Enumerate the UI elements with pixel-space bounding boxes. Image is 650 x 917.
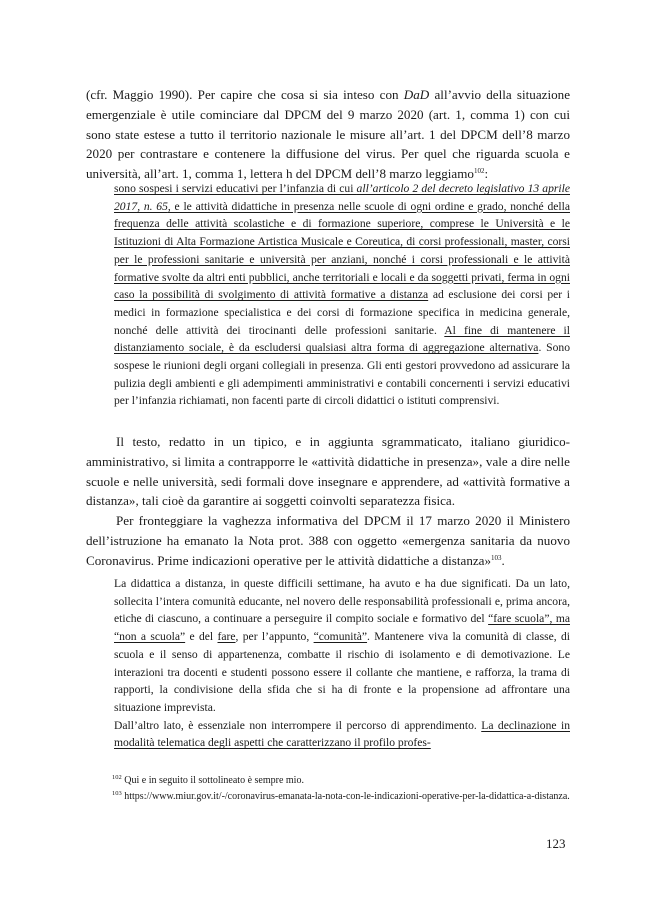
underlined-text: “comunità”	[313, 630, 368, 644]
footnote-link[interactable]: https://www.miur.gov.it/-/coronavirus-emanata-la-nota-con-le-indicazioni-operative-per-la-didattica-a-distanza.	[121, 791, 570, 802]
underlined-text: , e le attività didattiche in presenza nelle scuole di ogni ordine e grado, nonché della frequenza delle attività scolastiche e di formazione superiore, comprese le Università e le Istituzioni di Alta Formazione Artistica Musicale e Coreutica, di corsi professionali, master, corsi per le professioni sanitarie e università per anziani, nonché i corsi professionali e le attività formative svolte da altri enti pubblici, anche territoriali e locali e da soggetti privati, ferma in ogni caso la possibilità di svolgimento di attività formative a distanza	[114, 199, 570, 302]
text-run: . Sono sospese le riunioni degli organi collegiali in presenza. Gli enti gestori provvedono ad assicurare la pulizia degli ambienti e gli adempimenti amministrativi e contabili concernenti i servizi educativi per l’infanzia richiamati, non facenti parte di circoli didattici o istituti comprensivi.	[114, 341, 570, 408]
footnote-ref-103[interactable]: 103	[491, 553, 502, 562]
footnote-ref-102[interactable]: 102	[473, 167, 485, 176]
text-run: Dall’altro lato, è essenziale non interrompere il percorso di apprendimento.	[114, 718, 482, 732]
text-run: Per fronteggiare la vaghezza informativa del DPCM il 17 marzo 2020 il Ministero dell’istruzione ha emanato la Nota prot. 388 con oggetto «emergenza sanitaria da nuovo Coronavirus. Prime indicazioni operative per le attività didattiche a distanza»	[86, 513, 570, 568]
text-run: , per l’appunto,	[235, 630, 314, 644]
footnote-number: 102	[112, 774, 122, 781]
underlined-italic-text: all’articolo 2 del decreto legislativo 13 aprile 2017, n. 65	[114, 182, 570, 213]
underlined-text: La declinazione in modalità telematica degli aspetti che caratterizzano il profilo profes-	[114, 718, 570, 750]
text-run: . Mantenere viva la comunità di classe, di scuola e il senso di appartenenza, combatte il rischio di isolamento e di demotivazione. Le interazioni tra docenti e studenti possono essere il collante che mantiene, e rafforza, la trama di rapporti, la condivisione della sfida che si ha di fronte e la propensione ad affrontare una situazione imprevista.	[114, 630, 571, 714]
footnote-103	[86, 789, 570, 805]
footnote-102	[86, 773, 570, 789]
body-paragraph-2: Il testo, redatto in un tipico, e in aggiunta sgrammaticato, italiano giuridico-amministrativo, si limita a contrapporre le «attività didattiche in presenza», vale a dire nelle scuole e nelle università, sedi formali dove insegnare e apprendere, ad «attività formative a distanza», tali cioè da garantire ai soggetti coinvolti separatezza fisica.	[86, 434, 570, 509]
body-paragraph-3	[86, 511, 570, 570]
text-run: e del	[185, 630, 218, 644]
block-quote-dpcm	[114, 180, 570, 410]
footnote-number: 103	[112, 790, 122, 797]
text-run: .	[501, 552, 505, 568]
page-number: 123	[546, 836, 566, 851]
block-quote-nota	[114, 575, 570, 752]
underlined-text: “fare scuola”, ma “non a scuola”	[114, 612, 570, 644]
underlined-text: fare	[217, 630, 236, 644]
body-paragraph-1	[86, 85, 570, 184]
footnote-text: Qui e in seguito il sottolineato è sempre mio.	[121, 775, 304, 786]
text-run: ad esclusione dei corsi per i medici in formazione specialistica e dei corsi di formazione specifica in medicina generale, nonché delle attività dei tirocinanti delle professioni sanitarie.	[114, 288, 570, 337]
italic-term: DaD	[403, 87, 430, 102]
underlined-text: sono sospesi i servizi educativi per l’infanzia di cui	[114, 182, 357, 195]
text-run: (cfr. Maggio 1990). Per capire che cosa si sia inteso con	[86, 87, 404, 102]
text-run: La didattica a distanza, in queste difficili settimane, ha avuto e ha due significati. Da un lato, sollecita l’intera comunità educante, nel novero delle responsabilità professionali e, prima ancora, etiche di ciascuno, a continuare a perseguire il compito sociale e formativo del	[114, 577, 570, 626]
text-run: all’avvio della situazione emergenziale è utile cominciare dal DPCM del 9 marzo 2020 (art. 1, comma 1) con cui sono state estese a tutto il territorio nazionale le misure all’art. 1 del DPCM dell’8 marzo 2020 per contrastare e contenere la diffusione del virus. Per quel che riguarda scuola e università, all’art. 1, comma 1, lettera h del DPCM dell’8 marzo leggiamo	[86, 87, 571, 182]
text-run: :	[484, 166, 489, 182]
underlined-text: Al fine di mantenere il distanziamento sociale, è da escludersi qualsiasi altra forma di aggregazione alternativa	[114, 323, 570, 355]
